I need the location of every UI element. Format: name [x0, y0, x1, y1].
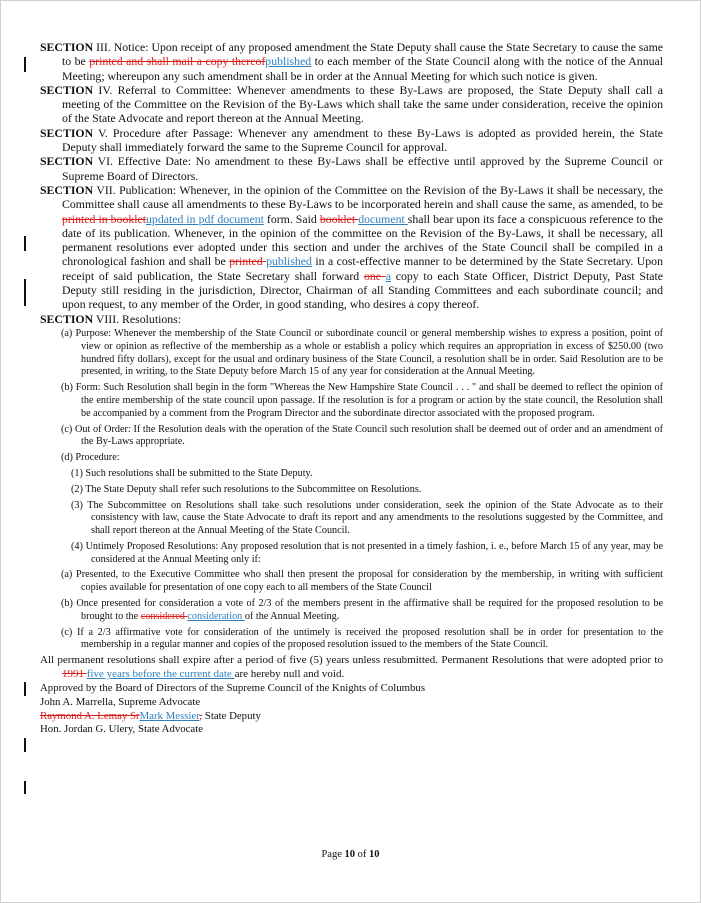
state-advocate-line: Hon. Jordan G. Ulery, State Advocate	[40, 723, 204, 736]
text: shall bear upon its face a conspicuous reference to the date of its publication. Whenever, in the opinion of the committee on the Revision of the By-Laws, it shall be necessary, all permanent resolutions ever adopted under this section and under the archives of the State Council shall be compiled in a chronological fashion and shall be	[62, 211, 663, 269]
deleted-text: Raymond A. Lemay Sr	[40, 709, 140, 722]
section-6	[40, 154, 663, 183]
change-bar	[24, 682, 26, 696]
change-bar	[24, 236, 26, 251]
resolution-procedure: (d) Procedure:	[61, 452, 120, 464]
text: V. Procedure after Passage: Whenever any amendment to these By-Laws is adopted as provided herein, the State Deputy shall immediately forward the same to the Supreme Council for approval.	[62, 125, 663, 155]
inserted-text: published	[265, 54, 312, 69]
page-footer	[0, 849, 701, 860]
text: are hereby null and void.	[234, 667, 345, 680]
text: (b) Once presented for consideration a vote of 2/3 of the members present in the affirmative shall be required for the proposed resolution to be brought to the	[61, 598, 663, 622]
document-body	[40, 40, 663, 737]
text: to each member of the State Council along with the notice of the Annual Meeting; whereupon any such amendment shall be in order at the Annual Meeting for which such notice is given.	[62, 54, 663, 83]
page-total: 10	[369, 849, 380, 860]
procedure-step-2: (2) The State Deputy shall refer such resolutions to the Subcommittee on Resolutions.	[71, 483, 422, 495]
section-label: SECTION	[40, 311, 94, 326]
procedure-step-4: (4) Untimely Proposed Resolutions: Any proposed resolution that is not presented in a timely fashion, i. e., before March 15 of any year, may be considered at the Annual Meeting only if:	[71, 540, 663, 565]
section-5	[40, 126, 663, 155]
text: VI. Effective Date: No amendment to these By-Laws shall be effective until approved by the Supreme Council or Supreme Board of Directors.	[62, 154, 663, 183]
text: VIII. Resolutions:	[93, 311, 182, 326]
change-bar	[24, 738, 26, 752]
text: III. Notice: Upon receipt of any proposed amendment the State Deputy shall cause the State Secretary to cause the same to be	[62, 40, 663, 69]
inserted-text: consideration	[187, 610, 245, 622]
supreme-advocate-line: John A. Marrella, Supreme Advocate	[40, 696, 201, 709]
resolution-form: (b) Form: Such Resolution shall begin in the form "Whereas the New Hampshire State Council . . . " and shall be deemed to reflect the opinion of the entire membership of the state council upon passage. If the resolution is for a program or action by the state council, the Resolution shall be accompanied by a comment from the Program Director and the subordinate director associated with the proposed program.	[61, 382, 663, 419]
untimely-b	[40, 598, 663, 624]
section-label: SECTION	[40, 82, 94, 97]
state-deputy-line	[40, 710, 663, 724]
text: All permanent resolutions shall expire after a period of five (5) years unless resubmitted. Permanent Resolutions that were adopted prior to	[40, 654, 663, 667]
inserted-text: five years before the current date	[86, 667, 235, 680]
inserted-text: updated in pdf document	[146, 211, 264, 226]
section-7	[40, 183, 663, 312]
inserted-text: published	[266, 254, 312, 269]
inserted-text: a	[385, 268, 391, 283]
procedure-step-3: (3) The Subcommittee on Resolutions shall take such resolutions under consideration, seek the opinion of the State Advocate as to their consistency with law, cause the State Advocate to draft its report and any amendments to the resolutions suggested by the Committee, and shall report thereon at the Annual Meeting of the State Council.	[71, 499, 663, 537]
section-label: SECTION	[40, 125, 94, 140]
permanent-resolutions	[40, 654, 663, 681]
change-bar	[24, 279, 26, 306]
text: Page	[321, 849, 345, 860]
resolution-purpose: (a) Purpose: Whenever the membership of the State Council or subordinate council or general membership wishes to express a position, point of view or opinion as reflective of the membership as a whole or establish a policy which requires an appropriation in excess of $250.00 (two hundred fifty dollars), except for the usual and ordinary business of the State Council, a resolution shall be in order. Said Resolution are to be presented, in writing, to the State Deputy before March 15 of any year for consideration at the Annual Meeting.	[61, 327, 663, 378]
text: State Deputy	[202, 709, 261, 722]
inserted-text: document	[358, 211, 408, 226]
approval-line: Approved by the Board of Directors of the Supreme Council of the Knights of Columbus	[40, 682, 426, 695]
section-3	[40, 40, 663, 83]
deleted-text: considered	[140, 610, 188, 622]
deleted-text: booklet	[319, 211, 359, 226]
resolution-out-of-order: (c) Out of Order: If the Resolution deals with the operation of the State Council such resolution shall be deemed out of order and an amendment of the By-Laws appropriate.	[61, 423, 663, 448]
deleted-text: 1991	[62, 667, 87, 680]
deleted-text: printed	[229, 254, 267, 269]
change-bar	[24, 57, 26, 72]
text: IV. Referral to Committee: Whenever amendments to these By-Laws are proposed, the State Deputy shall call a meeting of the Committee on the Revision of the By-Laws which shall take the same under consideration, receive the opinion of the State Advocate and report thereon at the Annual Meeting.	[62, 82, 663, 126]
text: of the Annual Meeting.	[244, 610, 340, 622]
text: copy to each State Officer, District Deputy, Past State Deputy still residing in the jurisdiction, Director, Chairman of all Standing Committees and each subordinate council; and upon request, to any member of the Order, in good standing, who desires a copy thereof.	[62, 268, 663, 312]
untimely-c: (c) If a 2/3 affirmative vote for consideration of the untimely is received the proposed resolution shall be in order for presentation to the membership in a regular manner and copies of the proposed resolution issued to the members of the State Council.	[61, 626, 663, 651]
text: VII. Publication: Whenever, in the opinion of the Committee on the Revision of the By-Laws it shall be necessary, the Committee shall cause all amendments to these By-Laws to be incorporated herein and shall cause the same, as amended, to be	[62, 182, 663, 212]
deleted-text: printed in booklet	[62, 211, 147, 226]
inserted-text: Mark Messier	[139, 709, 200, 722]
deleted-text: ,	[199, 709, 203, 722]
deleted-text: one	[363, 268, 386, 283]
text: in a cost-effective manner to be determined by the State Secretary. Upon receipt of said publication, the State Secretary shall forward	[62, 254, 663, 283]
text: of	[355, 849, 370, 860]
section-label: SECTION	[40, 40, 94, 54]
section-4	[40, 83, 663, 126]
change-bar	[24, 781, 26, 794]
deleted-text: printed and shall mail a copy thereof	[89, 54, 266, 69]
section-8	[40, 312, 663, 326]
procedure-step-1: (1) Such resolutions shall be submitted to the State Deputy.	[71, 467, 313, 479]
untimely-a: (a) Presented, to the Executive Committee who shall then present the proposal for consideration by the membership, in writing with sufficient copies available for presentation of one copy each to all members of the State Council	[61, 569, 663, 594]
section-label: SECTION	[40, 182, 94, 197]
section-label: SECTION	[40, 154, 94, 169]
text: form. Said	[263, 211, 320, 226]
page-number: 10	[344, 849, 356, 860]
